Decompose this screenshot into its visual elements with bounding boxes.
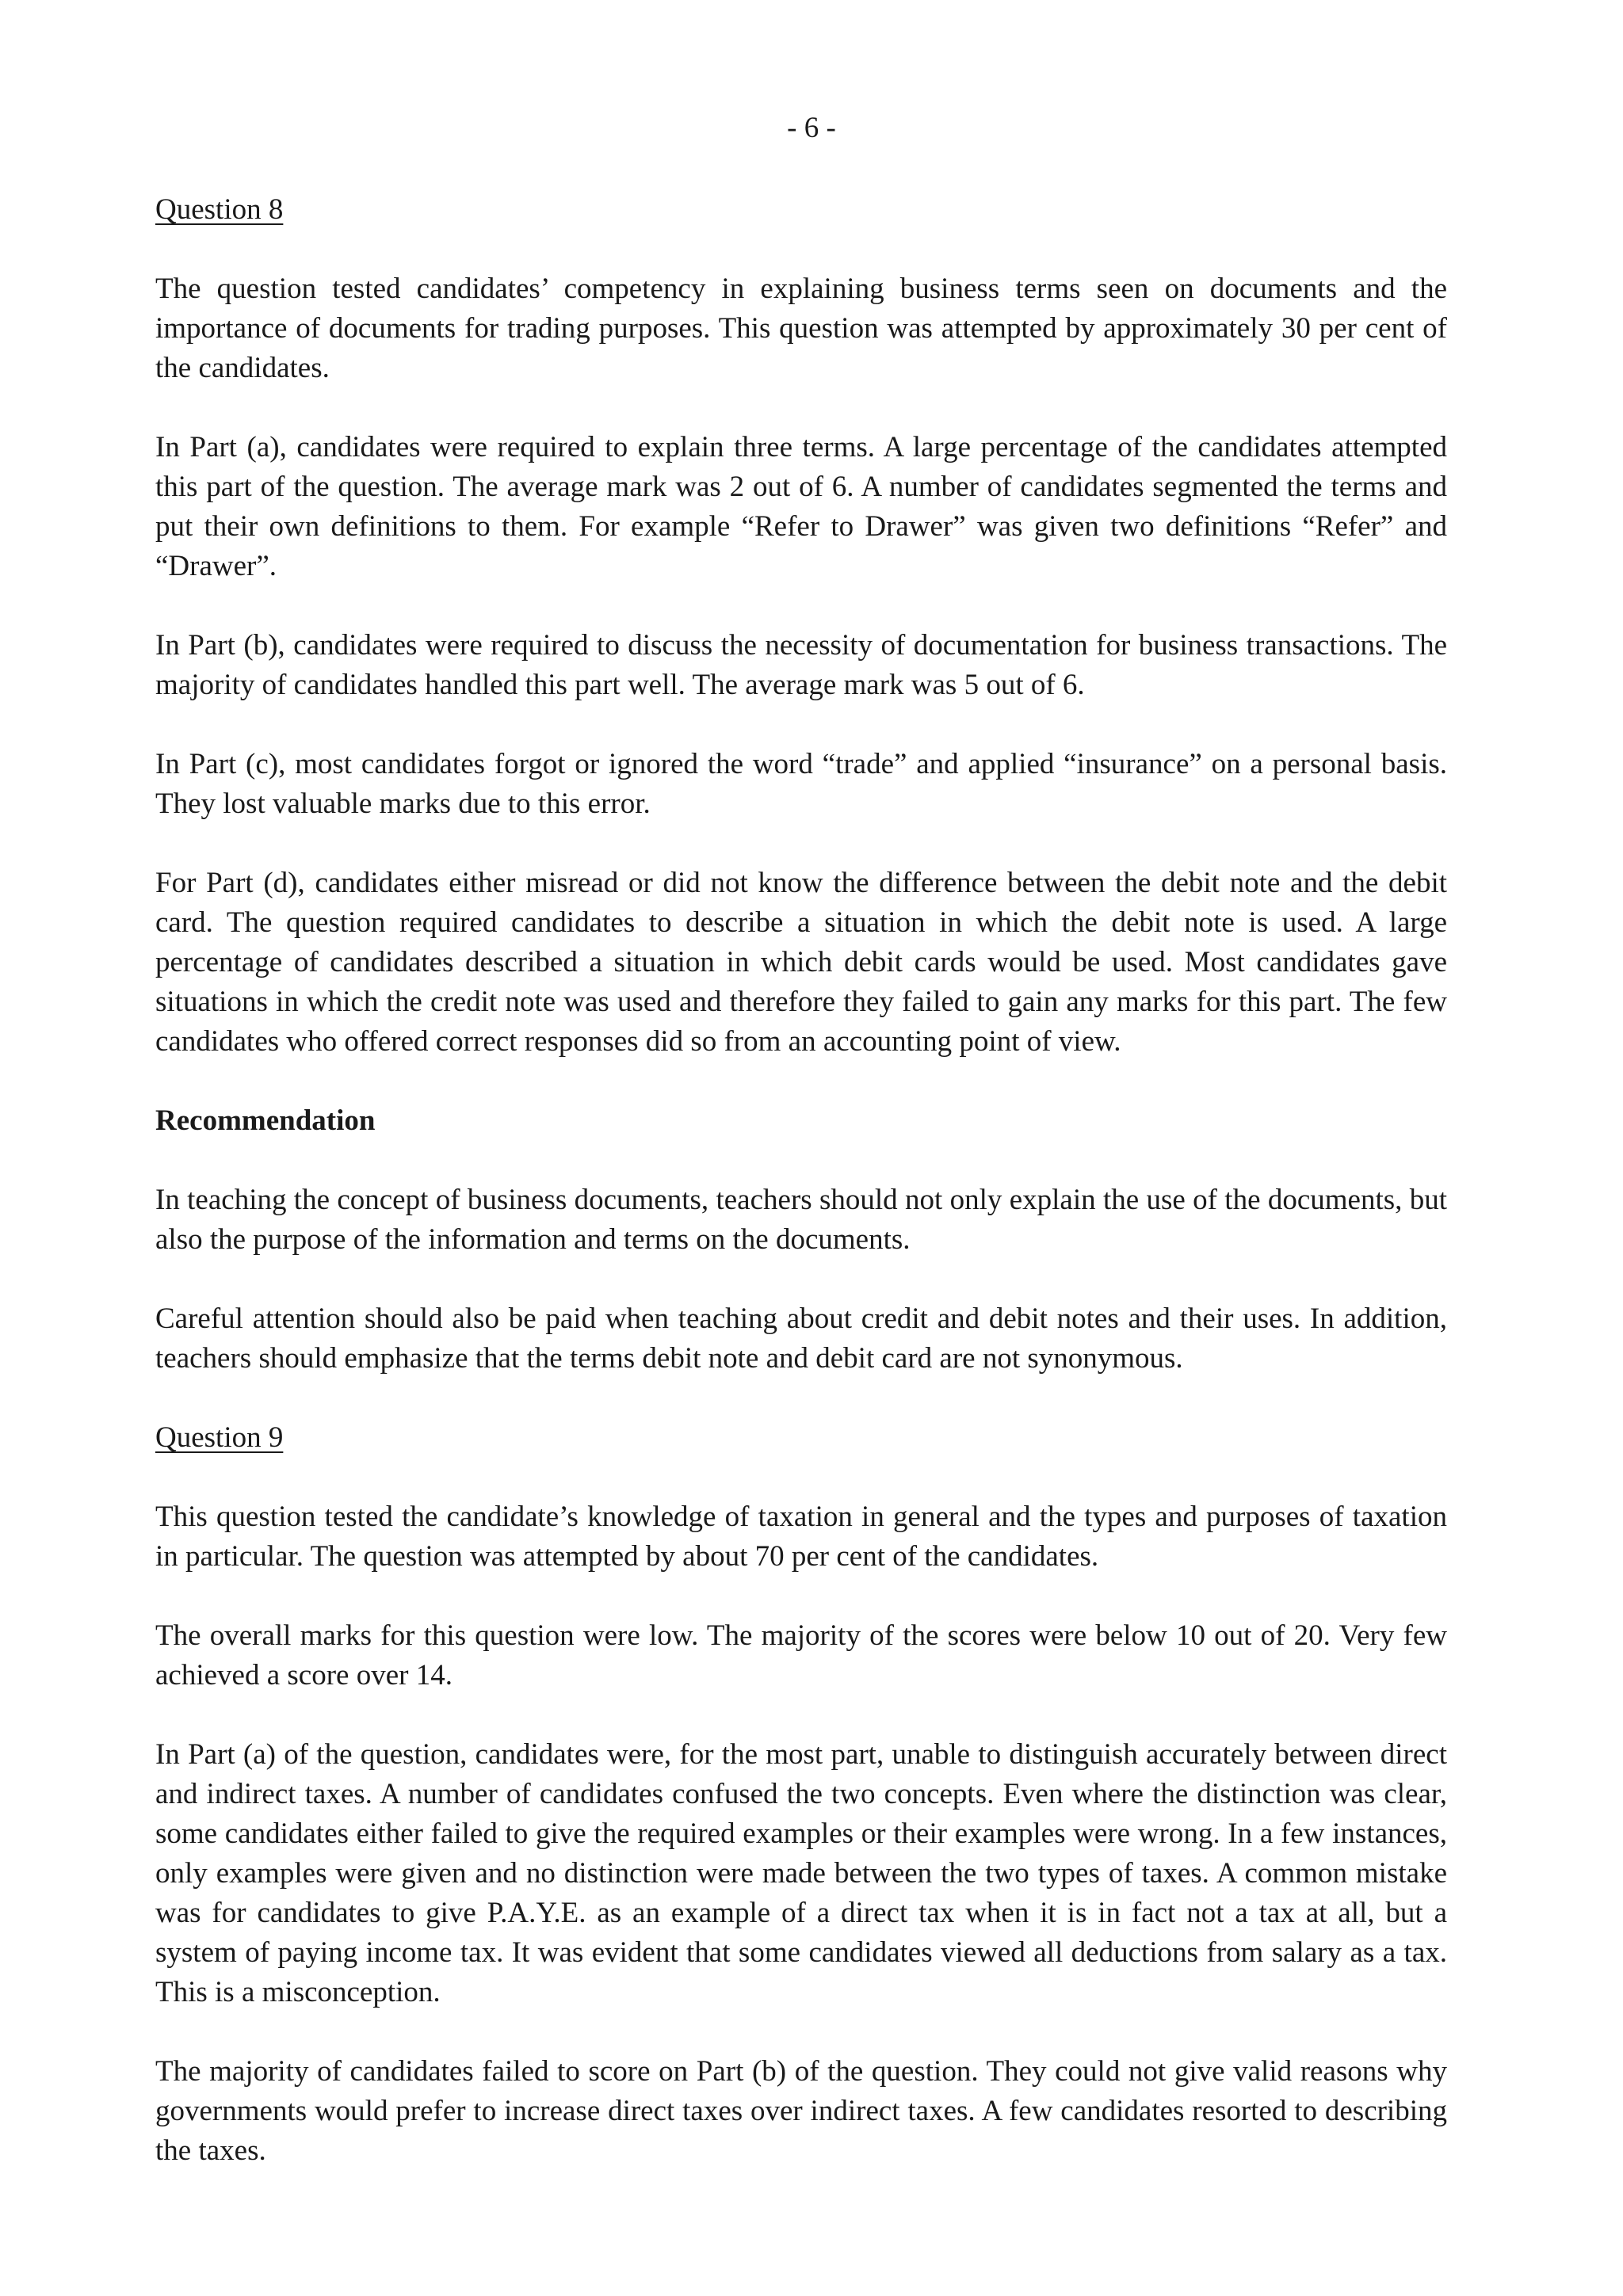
question-9-part-a: In Part (a) of the question, candidates were, for the most part, unable to distinguish accurately between direct and indirect taxes. A number of candidates confused the two concepts. Even where the distinction was clear, some candidates either failed to give the required examples or their examples were wrong. In a few instances, only examples were given and no distinction were made between the two types of taxes. A common mistake was for candidates to give P.A.Y.E. as an example of a direct tax when it is in fact not a tax at all, but a system of paying income tax. It was evident that some candidates viewed all deductions from salary as a tax. This is a misconception. [155, 1738, 1447, 2008]
question-8-part-d: For Part (d), candidates either misread or did not know the difference between the debit note and the debit card. The question required candidates to describe a situation in which the debit note is used. A large percentage of candidates described a situation in which debit cards would be used. Most candidates gave situations in which the credit note was used and therefore they failed to gain any marks for this part. The few candidates who offered correct responses did so from an accounting point of view. [155, 867, 1447, 1058]
question-9-part-b: The majority of candidates failed to score on Part (b) of the question. They could not give valid reasons why governments would prefer to increase direct taxes over indirect taxes. A few candidates resorted to describing the taxes. [155, 2055, 1447, 2167]
question-8-part-c: In Part (c), most candidates forgot or ignored the word “trade” and applied “insurance” on a personal basis. They lost valuable marks due to this error. [155, 748, 1447, 820]
question-9-heading: Question 9 [155, 1421, 284, 1454]
recommendation-paragraph-2: Careful attention should also be paid when teaching about credit and debit notes and their uses. In addition, teachers should emphasize that the terms debit note and debit card are not synonymous. [155, 1302, 1447, 1375]
question-9-intro: This question tested the candidate’s knowledge of taxation in general and the types and purposes of taxation in particular. The question was attempted by about 70 per cent of the candidates. [155, 1501, 1447, 1573]
question-8-part-a: In Part (a), candidates were required to explain three terms. A large percentage of the candidates attempted this part of the question. The average mark was 2 out of 6. A number of candidates segmented the terms and put their own definitions to them. For example “Refer to Drawer” was given two definitions “Refer” and “Drawer”. [155, 431, 1447, 582]
page-content [155, 190, 1447, 2210]
recommendation-paragraph-1: In teaching the concept of business documents, teachers should not only explain the use of the documents, but also the purpose of the information and terms on the documents. [155, 1184, 1447, 1256]
question-9-overall-marks: The overall marks for this question were low. The majority of the scores were below 10 out of 20. Very few achieved a score over 14. [155, 1619, 1447, 1691]
recommendation-heading: Recommendation [155, 1104, 376, 1137]
page-number: - 6 - [787, 112, 836, 144]
question-8-part-b: In Part (b), candidates were required to discuss the necessity of documentation for business transactions. The majority of candidates handled this part well. The average mark was 5 out of 6. [155, 629, 1447, 701]
question-8-heading: Question 8 [155, 193, 284, 226]
question-8-intro: The question tested candidates’ competency in explaining business terms seen on documents and the importance of documents for trading purposes. This question was attempted by approximately 30 per cent of the candidates. [155, 273, 1447, 384]
